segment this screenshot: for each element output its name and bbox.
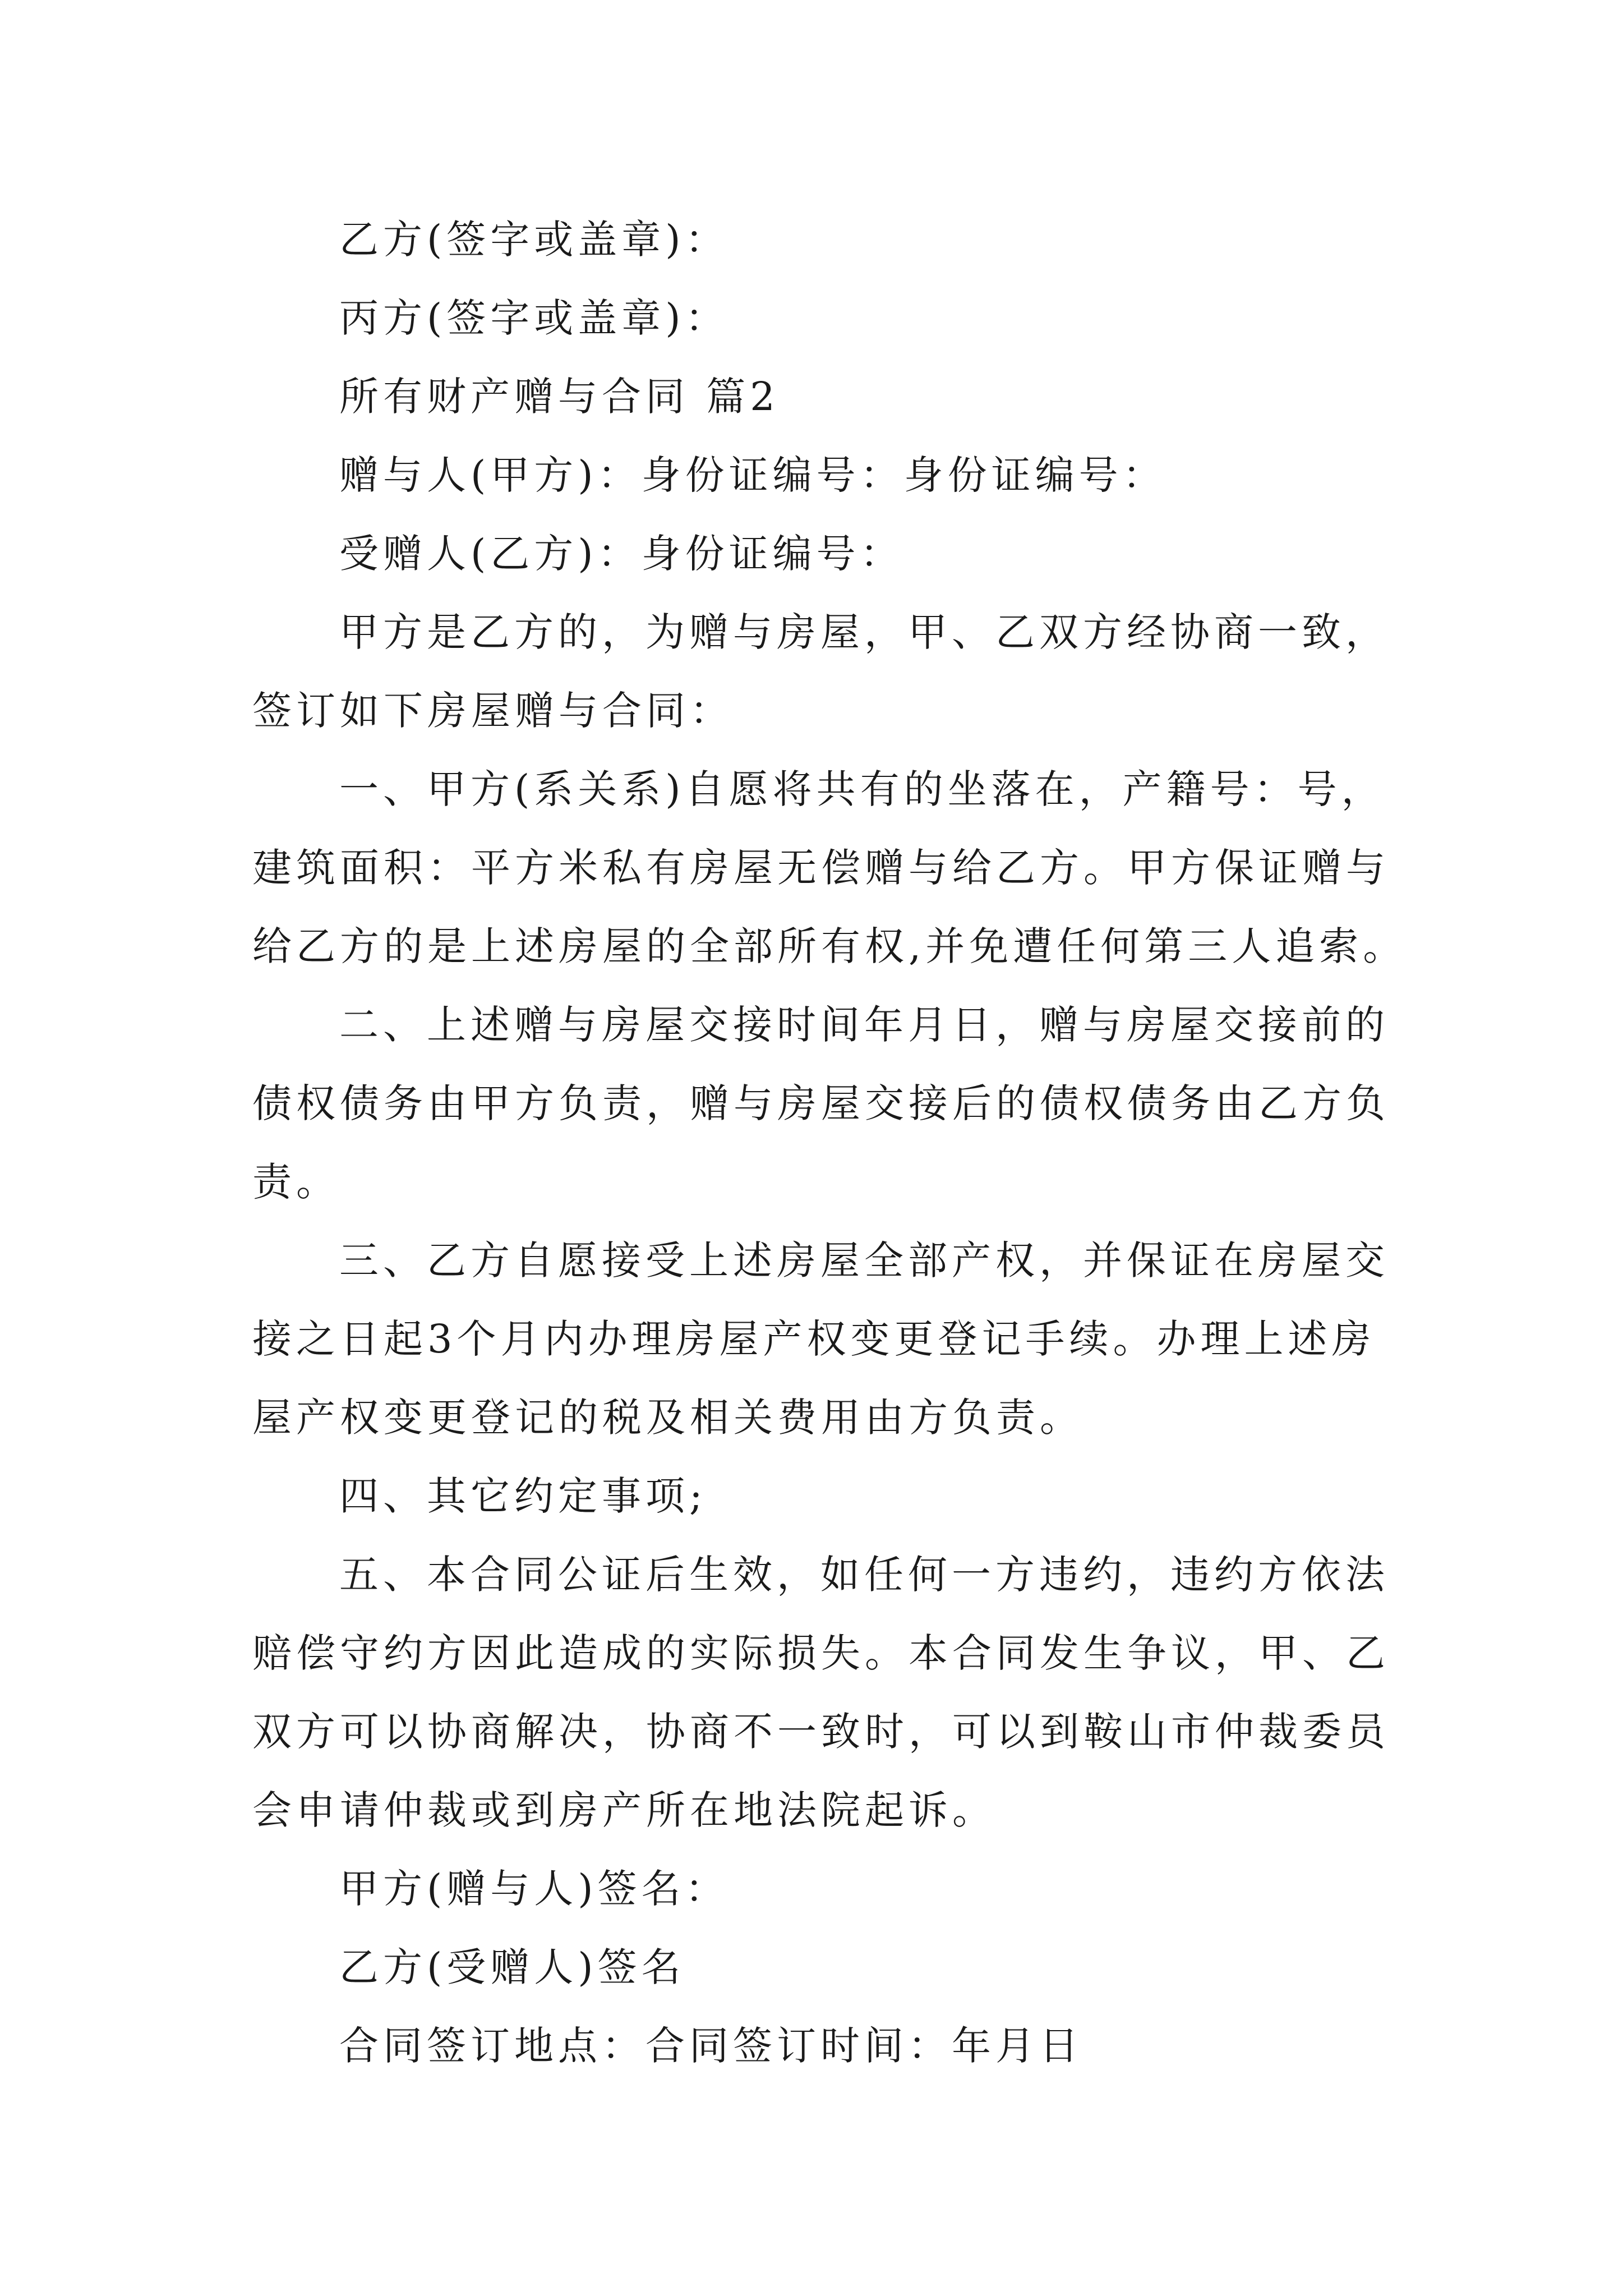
clause-5-line-1: 五、本合同公证后生效，如任何一方违约，违约方依法 (339, 1552, 1389, 1598)
clause-1-line-1: 一、甲方(系关系)自愿将共有的坐落在，产籍号：号， (339, 766, 1385, 812)
clause-5-line-3: 双方可以协商解决，协商不一致时，可以到鞍山市仲裁委员 (252, 1709, 1390, 1755)
donor-signature-line: 甲方(赠与人)签名： (339, 1866, 729, 1912)
donor-info-line: 赠与人(甲方)：身份证编号：身份证编号： (339, 452, 1166, 498)
donee-info-line: 受赠人(乙方)：身份证编号： (339, 531, 904, 577)
clause-3-line-3: 屋产权变更登记的税及相关费用由方负责。 (252, 1395, 1083, 1441)
donee-signature-line: 乙方(受赠人)签名 (339, 1944, 685, 1990)
preamble-line-2: 签订如下房屋赠与合同： (252, 688, 734, 734)
contract-heading: 所有财产赠与合同 篇2 (339, 374, 780, 420)
clause-5-line-2: 赔偿守约方因此造成的实际损失。本合同发生争议，甲、乙 (252, 1630, 1390, 1676)
signature-line-party-c: 丙方(签字或盖章)： (339, 295, 729, 341)
clause-2-line-2: 债权债务由甲方负责，赠与房屋交接后的债权债务由乙方负 (252, 1080, 1390, 1126)
clause-2-line-3: 责。 (252, 1159, 340, 1205)
clause-1-line-3: 给乙方的是上述房屋的全部所有权,并免遭任何第三人追索。 (252, 923, 1407, 969)
signature-line-party-b: 乙方(签字或盖章)： (339, 217, 729, 263)
signing-place-date-line: 合同签订地点：合同签订时间：年月日 (339, 2023, 1083, 2069)
preamble-line-1: 甲方是乙方的，为赠与房屋，甲、乙双方经协商一致， (339, 609, 1389, 655)
clause-1-line-2: 建筑面积：平方米私有房屋无偿赠与给乙方。甲方保证赠与 (252, 845, 1390, 891)
clause-4-line-1: 四、其它约定事项; (339, 1473, 707, 1519)
clause-5-line-4: 会申请仲裁或到房产所在地法院起诉。 (252, 1787, 996, 1833)
clause-3-line-2: 接之日起3个月内办理房屋产权变更登记手续。办理上述房 (252, 1316, 1376, 1362)
clause-2-line-1: 二、上述赠与房屋交接时间年月日，赠与房屋交接前的 (339, 1002, 1389, 1048)
clause-3-line-1: 三、乙方自愿接受上述房屋全部产权，并保证在房屋交 (339, 1237, 1389, 1283)
